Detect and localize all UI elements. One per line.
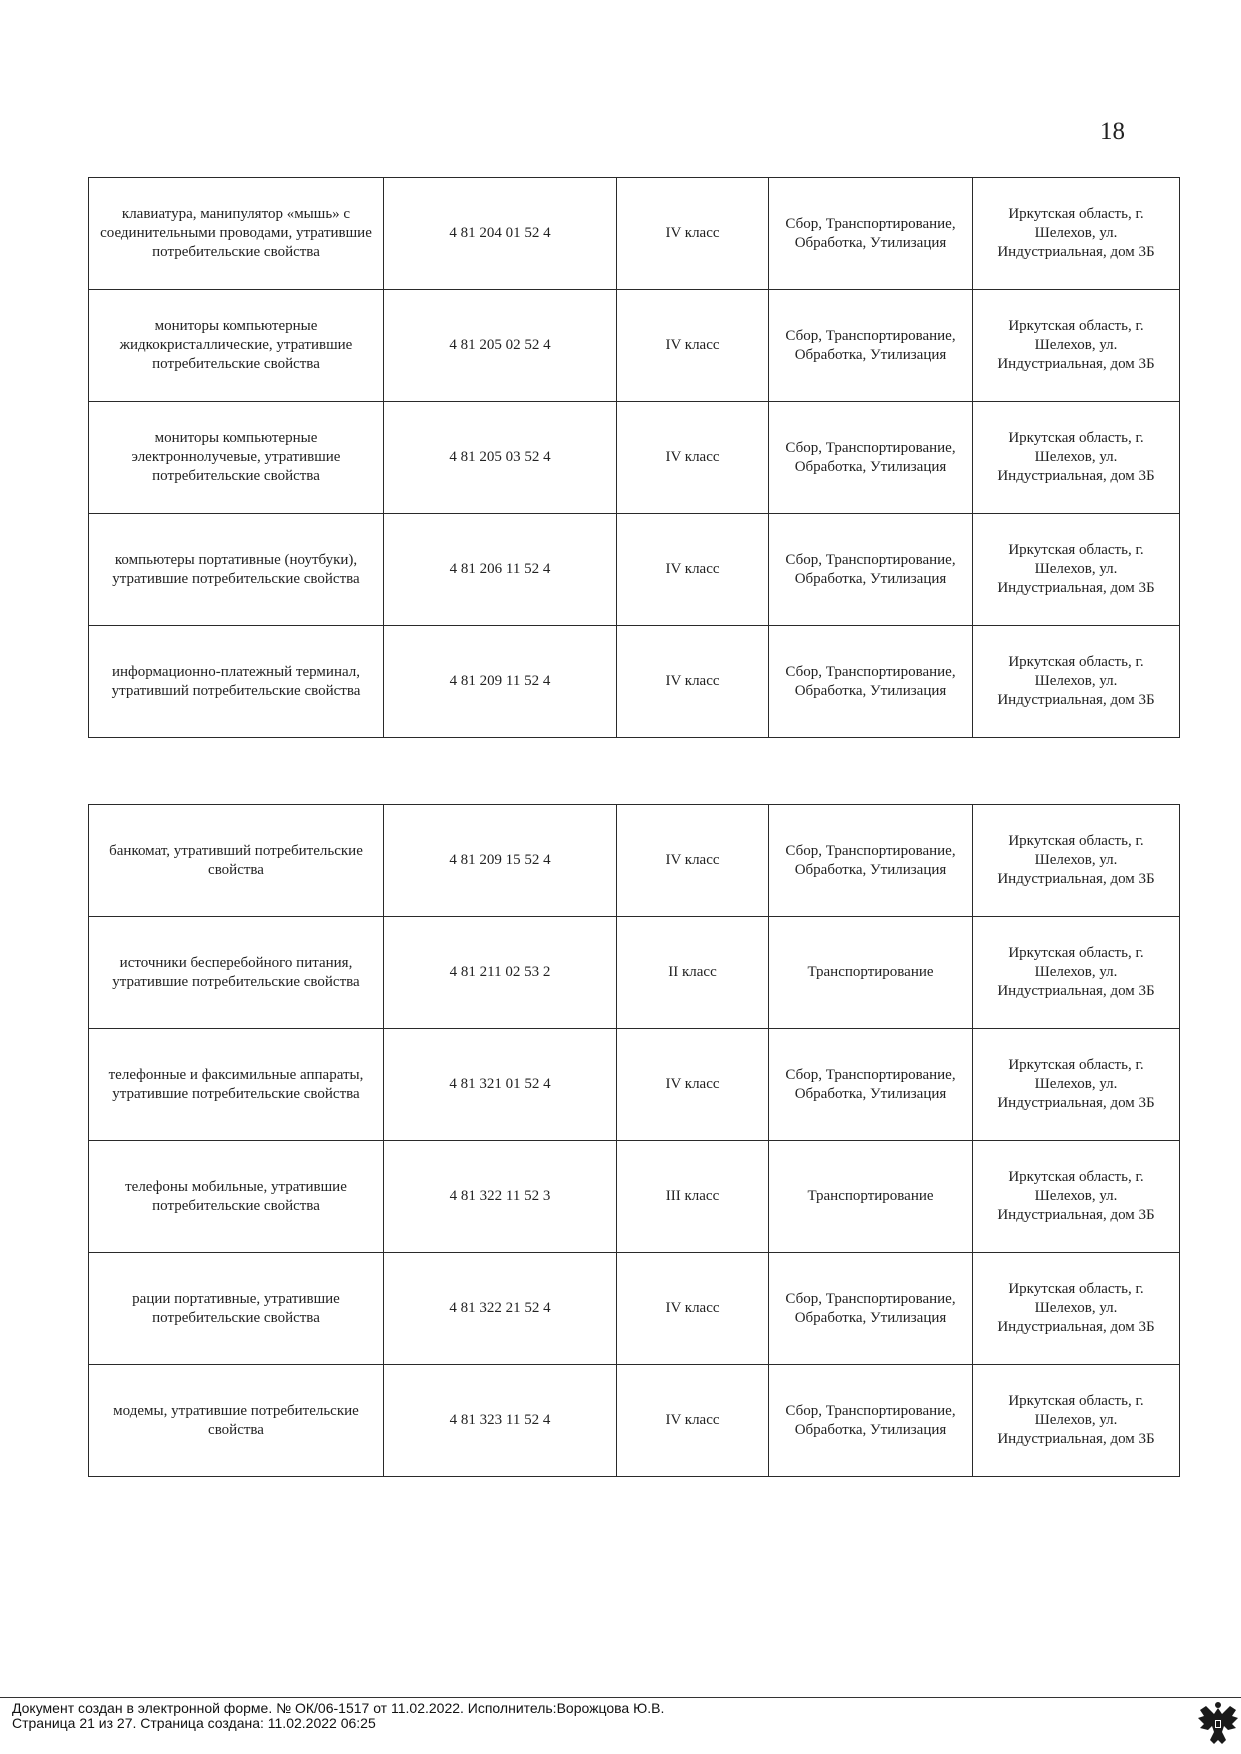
activity-type-cell: Сбор, Транспортирование, Обработка, Утилизация (769, 805, 973, 917)
fkko-code-cell: 4 81 321 01 52 4 (384, 1029, 617, 1141)
waste-name-cell: телефоны мобильные, утратившие потребительские свойства (89, 1141, 384, 1253)
waste-name-cell: рации портативные, утратившие потребительские свойства (89, 1253, 384, 1365)
hazard-class-cell: IV класс (617, 805, 769, 917)
table-row (89, 1253, 1180, 1365)
waste-name-cell: телефонные и факсимильные аппараты, утратившие потребительские свойства (89, 1029, 384, 1141)
hazard-class-cell: II класс (617, 917, 769, 1029)
hazard-class-cell: IV класс (617, 178, 769, 290)
waste-table-top (88, 177, 1180, 738)
table-row (89, 1365, 1180, 1477)
table-row (89, 290, 1180, 402)
footer-line-1: Документ создан в электронной форме. № ОК/06-1517 от 11.02.2022. Исполнитель:Ворожцова Ю.В. (12, 1700, 665, 1716)
address-cell: Иркутская область, г. Шелехов, ул. Индустриальная, дом 3Б (973, 626, 1180, 738)
waste-name-cell: модемы, утратившие потребительские свойства (89, 1365, 384, 1477)
footer-divider (0, 1697, 1241, 1698)
fkko-code-cell: 4 81 322 11 52 3 (384, 1141, 617, 1253)
waste-table-bottom (88, 804, 1180, 1477)
address-cell: Иркутская область, г. Шелехов, ул. Индустриальная, дом 3Б (973, 178, 1180, 290)
address-cell: Иркутская область, г. Шелехов, ул. Индустриальная, дом 3Б (973, 805, 1180, 917)
activity-type-cell: Транспортирование (769, 917, 973, 1029)
table-row (89, 1029, 1180, 1141)
table-row (89, 805, 1180, 917)
waste-name-cell: источники бесперебойного питания, утратившие потребительские свойства (89, 917, 384, 1029)
address-cell: Иркутская область, г. Шелехов, ул. Индустриальная, дом 3Б (973, 1029, 1180, 1141)
address-cell: Иркутская область, г. Шелехов, ул. Индустриальная, дом 3Б (973, 917, 1180, 1029)
activity-type-cell: Сбор, Транспортирование, Обработка, Утилизация (769, 1365, 973, 1477)
hazard-class-cell: IV класс (617, 626, 769, 738)
activity-type-cell: Сбор, Транспортирование, Обработка, Утилизация (769, 290, 973, 402)
activity-type-cell: Сбор, Транспортирование, Обработка, Утилизация (769, 626, 973, 738)
fkko-code-cell: 4 81 205 02 52 4 (384, 290, 617, 402)
fkko-code-cell: 4 81 209 11 52 4 (384, 626, 617, 738)
waste-name-cell: клавиатура, манипулятор «мышь» с соединительными проводами, утратившие потребительские свойства (89, 178, 384, 290)
hazard-class-cell: IV класс (617, 514, 769, 626)
address-cell: Иркутская область, г. Шелехов, ул. Индустриальная, дом 3Б (973, 1365, 1180, 1477)
footer-line-2: Страница 21 из 27. Страница создана: 11.02.2022 06:25 (12, 1715, 376, 1731)
waste-name-cell: мониторы компьютерные электроннолучевые, утратившие потребительские свойства (89, 402, 384, 514)
fkko-code-cell: 4 81 209 15 52 4 (384, 805, 617, 917)
address-cell: Иркутская область, г. Шелехов, ул. Индустриальная, дом 3Б (973, 514, 1180, 626)
address-cell: Иркутская область, г. Шелехов, ул. Индустриальная, дом 3Б (973, 1253, 1180, 1365)
hazard-class-cell: IV класс (617, 1253, 769, 1365)
waste-name-cell: банкомат, утративший потребительские свойства (89, 805, 384, 917)
activity-type-cell: Сбор, Транспортирование, Обработка, Утилизация (769, 1253, 973, 1365)
address-cell: Иркутская область, г. Шелехов, ул. Индустриальная, дом 3Б (973, 290, 1180, 402)
table-row (89, 178, 1180, 290)
hazard-class-cell: IV класс (617, 402, 769, 514)
hazard-class-cell: IV класс (617, 1365, 769, 1477)
table-row (89, 402, 1180, 514)
address-cell: Иркутская область, г. Шелехов, ул. Индустриальная, дом 3Б (973, 402, 1180, 514)
fkko-code-cell: 4 81 206 11 52 4 (384, 514, 617, 626)
fkko-code-cell: 4 81 211 02 53 2 (384, 917, 617, 1029)
activity-type-cell: Сбор, Транспортирование, Обработка, Утилизация (769, 514, 973, 626)
activity-type-cell: Сбор, Транспортирование, Обработка, Утилизация (769, 1029, 973, 1141)
table-row (89, 1141, 1180, 1253)
waste-name-cell: информационно-платежный терминал, утративший потребительские свойства (89, 626, 384, 738)
double-headed-eagle-emblem-icon (1196, 1700, 1240, 1748)
table-row (89, 626, 1180, 738)
activity-type-cell: Сбор, Транспортирование, Обработка, Утилизация (769, 178, 973, 290)
fkko-code-cell: 4 81 322 21 52 4 (384, 1253, 617, 1365)
hazard-class-cell: III класс (617, 1141, 769, 1253)
waste-name-cell: мониторы компьютерные жидкокристаллические, утратившие потребительские свойства (89, 290, 384, 402)
fkko-code-cell: 4 81 323 11 52 4 (384, 1365, 617, 1477)
address-cell: Иркутская область, г. Шелехов, ул. Индустриальная, дом 3Б (973, 1141, 1180, 1253)
table-row (89, 917, 1180, 1029)
page-number: 18 (1100, 118, 1125, 145)
hazard-class-cell: IV класс (617, 1029, 769, 1141)
table-row (89, 514, 1180, 626)
fkko-code-cell: 4 81 204 01 52 4 (384, 178, 617, 290)
hazard-class-cell: IV класс (617, 290, 769, 402)
activity-type-cell: Транспортирование (769, 1141, 973, 1253)
activity-type-cell: Сбор, Транспортирование, Обработка, Утилизация (769, 402, 973, 514)
waste-name-cell: компьютеры портативные (ноутбуки), утратившие потребительские свойства (89, 514, 384, 626)
fkko-code-cell: 4 81 205 03 52 4 (384, 402, 617, 514)
footer (12, 1701, 1192, 1731)
